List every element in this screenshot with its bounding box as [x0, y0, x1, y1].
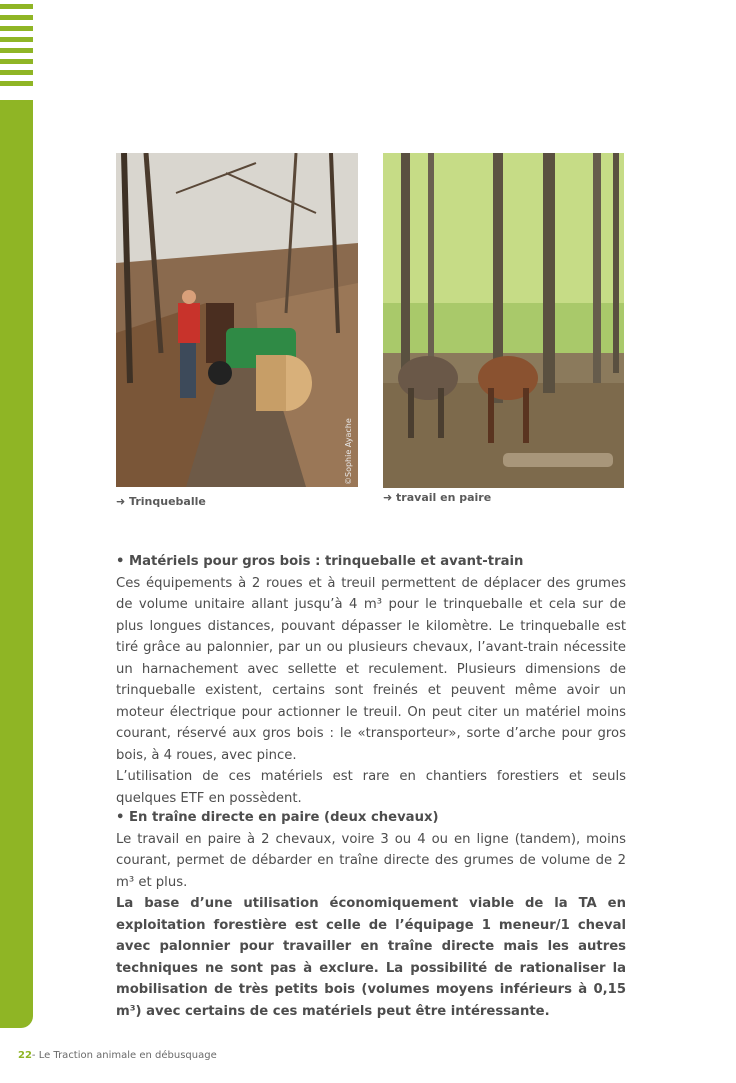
page-footer — [18, 1050, 217, 1061]
section-body: Ces équipements à 2 roues et à treuil permettent de déplacer des grumes de volume unitaire allant jusqu’à 4 m³ pour le trinqueballe et cela sur de plus longues distances, pouvant dépasser le kilomètre. Le trinqueballe est tiré grâce au palonnier, par un ou plusieurs chevaux, l’avant-train nécessite un harnachement avec sellette et reculement. Plusieurs dimensions de trinqueballe existent, certains sont freinés et peuvent même avoir un moteur électrique pour actionner le treuil. On peut citer un matériel moins courant, réservé aux gros bois : le «transporteur», sorte d’arche pour gros bois, à 4 roues, avec pince. — [116, 575, 626, 763]
conclusion-paragraph — [116, 893, 626, 1022]
section-body-2: L’utilisation de ces matériels est rare en chantiers forestiers et seuls quelques ETF en possèdent. — [116, 769, 626, 806]
photo-credit: ©Sophie Ayache — [344, 418, 353, 485]
section-heading: • Matériels pour gros bois : trinqueballe et avant-train — [116, 554, 524, 569]
section-heading: • En traîne directe en paire (deux chevaux) — [116, 810, 439, 825]
conclusion-text: La base d’une utilisation économiquement viable de la TA en exploitation forestière est celle de l’équipage 1 meneur/1 cheval avec palonnier pour travailler en traîne directe mais les autres techniques ne sont pas à exclure. La possibilité de rationaliser la mobilisation de très petits bois (volumes moyens inférieurs à 0,15 m³) avec certains de ces matériels peut être intéressante. — [116, 896, 626, 1019]
green-sidebar — [0, 0, 33, 1028]
section-gros-bois — [116, 551, 626, 809]
caption-trinqueballe: ➜ Trinqueballe — [116, 495, 206, 508]
section-paire — [116, 807, 626, 893]
caption-travail-en-paire: ➜ travail en paire — [383, 491, 492, 504]
photo-travail-en-paire — [383, 153, 624, 488]
section-body: Le travail en paire à 2 chevaux, voire 3 ou 4 ou en ligne (tandem), moins courant, permet de débarder en traîne directe des grumes de volume de 2 m³ et plus. — [116, 831, 626, 890]
footer-title: - Le Traction animale en débusquage — [31, 1050, 217, 1061]
stripe-area — [0, 0, 33, 100]
page-number: 22 — [18, 1050, 32, 1061]
photo-trinqueballe — [116, 153, 358, 487]
